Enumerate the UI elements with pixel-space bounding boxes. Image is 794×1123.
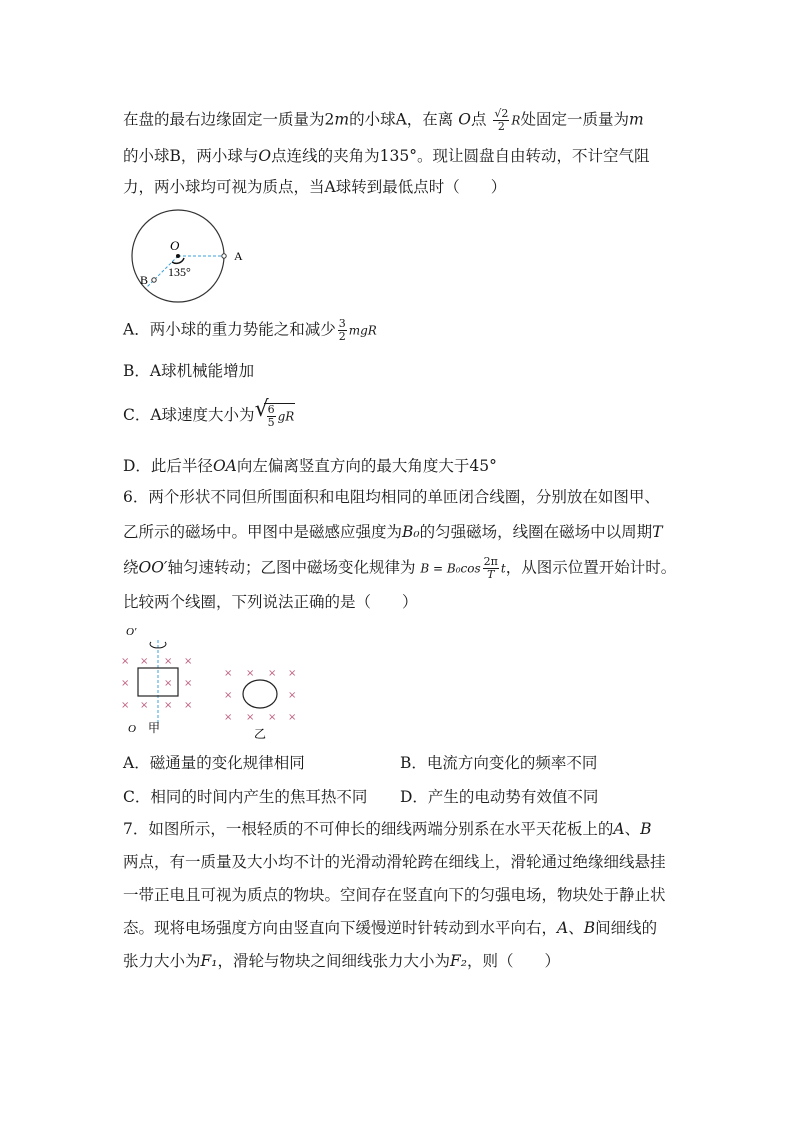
- svg-text:×: ×: [224, 712, 233, 723]
- q7-stem-line-4: 态。现将电场强度方向由竖直向下缓慢逆时针转动到水平向右，A、B间细线的: [123, 919, 658, 937]
- q5-disc-figure: [120, 208, 260, 308]
- label-o: O: [128, 723, 136, 735]
- q6-option-a: A．磁通量的变化规律相同: [123, 754, 305, 772]
- svg-text:×: ×: [224, 668, 233, 679]
- label-b: B: [140, 273, 149, 287]
- three-halves-fraction: $\frac{3}{2}$: [338, 317, 346, 343]
- svg-text:×: ×: [268, 712, 277, 723]
- svg-text:×: ×: [121, 656, 130, 667]
- svg-text:×: ×: [164, 700, 173, 711]
- label-angle: 135°: [168, 265, 191, 279]
- center-point: [176, 254, 180, 258]
- svg-text:×: ×: [246, 668, 255, 679]
- label-jia: 甲: [148, 721, 161, 735]
- ball-a: [222, 254, 226, 258]
- svg-text:×: ×: [288, 668, 297, 679]
- svg-text:×: ×: [184, 678, 193, 689]
- svg-text:×: ×: [121, 678, 130, 689]
- label-yi: 乙: [254, 727, 267, 741]
- label-a: A: [234, 249, 243, 263]
- two-pi-over-t-fraction: $\frac{2\pi}{T}$: [483, 555, 498, 581]
- svg-text:×: ×: [121, 700, 130, 711]
- svg-text:×: ×: [288, 712, 297, 723]
- q5-stem-line-3: 力，两小球均可视为质点，当A球转到最低点时（ ）: [123, 178, 507, 196]
- svg-text:×: ×: [184, 656, 193, 667]
- q7-stem-line-5: 张力大小为F₁，滑轮与物块之间细线张力大小为F₂，则（ ）: [123, 952, 560, 970]
- q7-stem-line-2: 两点，有一质量及大小均不计的光滑动滑轮跨在细线上，滑轮通过绝缘细线悬挂: [123, 853, 666, 871]
- svg-text:×: ×: [140, 656, 149, 667]
- q6-option-c: C．相同的时间内产生的焦耳热不同: [123, 788, 368, 806]
- magnetic-field-jia: [121, 656, 192, 711]
- q7-stem-line-3: 一带正电且可视为质点的物块。空间存在竖直向下的匀强电场，物块处于静止状: [123, 886, 666, 904]
- q6-option-d: D．产生的电动势有效值不同: [400, 788, 599, 806]
- circular-coil: [243, 680, 277, 708]
- label-o: O: [170, 238, 180, 253]
- q6-option-b: B．电流方向变化的频率不同: [400, 754, 598, 772]
- q7-stem-line-1: 7．如图所示，一根轻质的不可伸长的细线两端分别系在水平天花板上的A、B: [123, 820, 652, 838]
- label-o-prime: O′: [126, 626, 137, 638]
- q5-option-d: D．此后半径OA向左偏离竖直方向的最大角度大于45°: [123, 457, 497, 475]
- svg-text:×: ×: [184, 700, 193, 711]
- q6-stem-line-1: 6．两个形状不同但所围面积和电阻均相同的单匝闭合线圈，分别放在如图甲、: [123, 488, 660, 506]
- q6-stem-line-2: 乙所示的磁场中。甲图中是磁感应强度为B₀的匀强磁场，线圈在磁场中以周期T: [123, 523, 663, 541]
- ball-b: [152, 278, 156, 282]
- svg-text:×: ×: [140, 700, 149, 711]
- q5-option-b: B．A球机械能增加: [123, 362, 255, 380]
- q5-stem-line-1: 在盘的最右边缘固定一质量为2m的小球A，在离 O点 $\frac{√2}{2}$ R处固定一质量为m: [123, 107, 644, 133]
- svg-text:×: ×: [164, 656, 173, 667]
- q6-stem-line-4: 比较两个线圈，下列说法正确的是（ ）: [123, 593, 418, 611]
- svg-text:×: ×: [268, 668, 277, 679]
- q6-stem-line-3: 绕OO′轴匀速转动；乙图中磁场变化规律为 B = B₀cos $\frac{2\pi}{T}$ t，从图示位置开始计时。: [123, 555, 677, 581]
- sqrt2-over-2-fraction: $\frac{√2}{2}$: [494, 107, 509, 133]
- svg-text:×: ×: [246, 712, 255, 723]
- q5-stem-line-2: 的小球B，两小球与O点连线的夹角为135°。现让圆盘自由转动，不计空气阻: [123, 147, 650, 165]
- svg-text:×: ×: [288, 690, 297, 701]
- q5-option-a: A．两小球的重力势能之和减少 $\frac{3}{2}$ mgR: [123, 317, 377, 343]
- svg-text:×: ×: [164, 678, 173, 689]
- q6-coil-figure: × O′ O × × × × × × × × × × × 甲 × × × × × × × × × × 乙: [118, 614, 297, 741]
- svg-text:×: ×: [224, 690, 233, 701]
- magnetic-field-yi: [224, 668, 296, 723]
- q5-option-c: C．A球速度大小为 √ $\frac{6}{5}$ gR: [123, 397, 295, 429]
- sqrt-expression: √ $\frac{6}{5}$ gR: [254, 397, 295, 429]
